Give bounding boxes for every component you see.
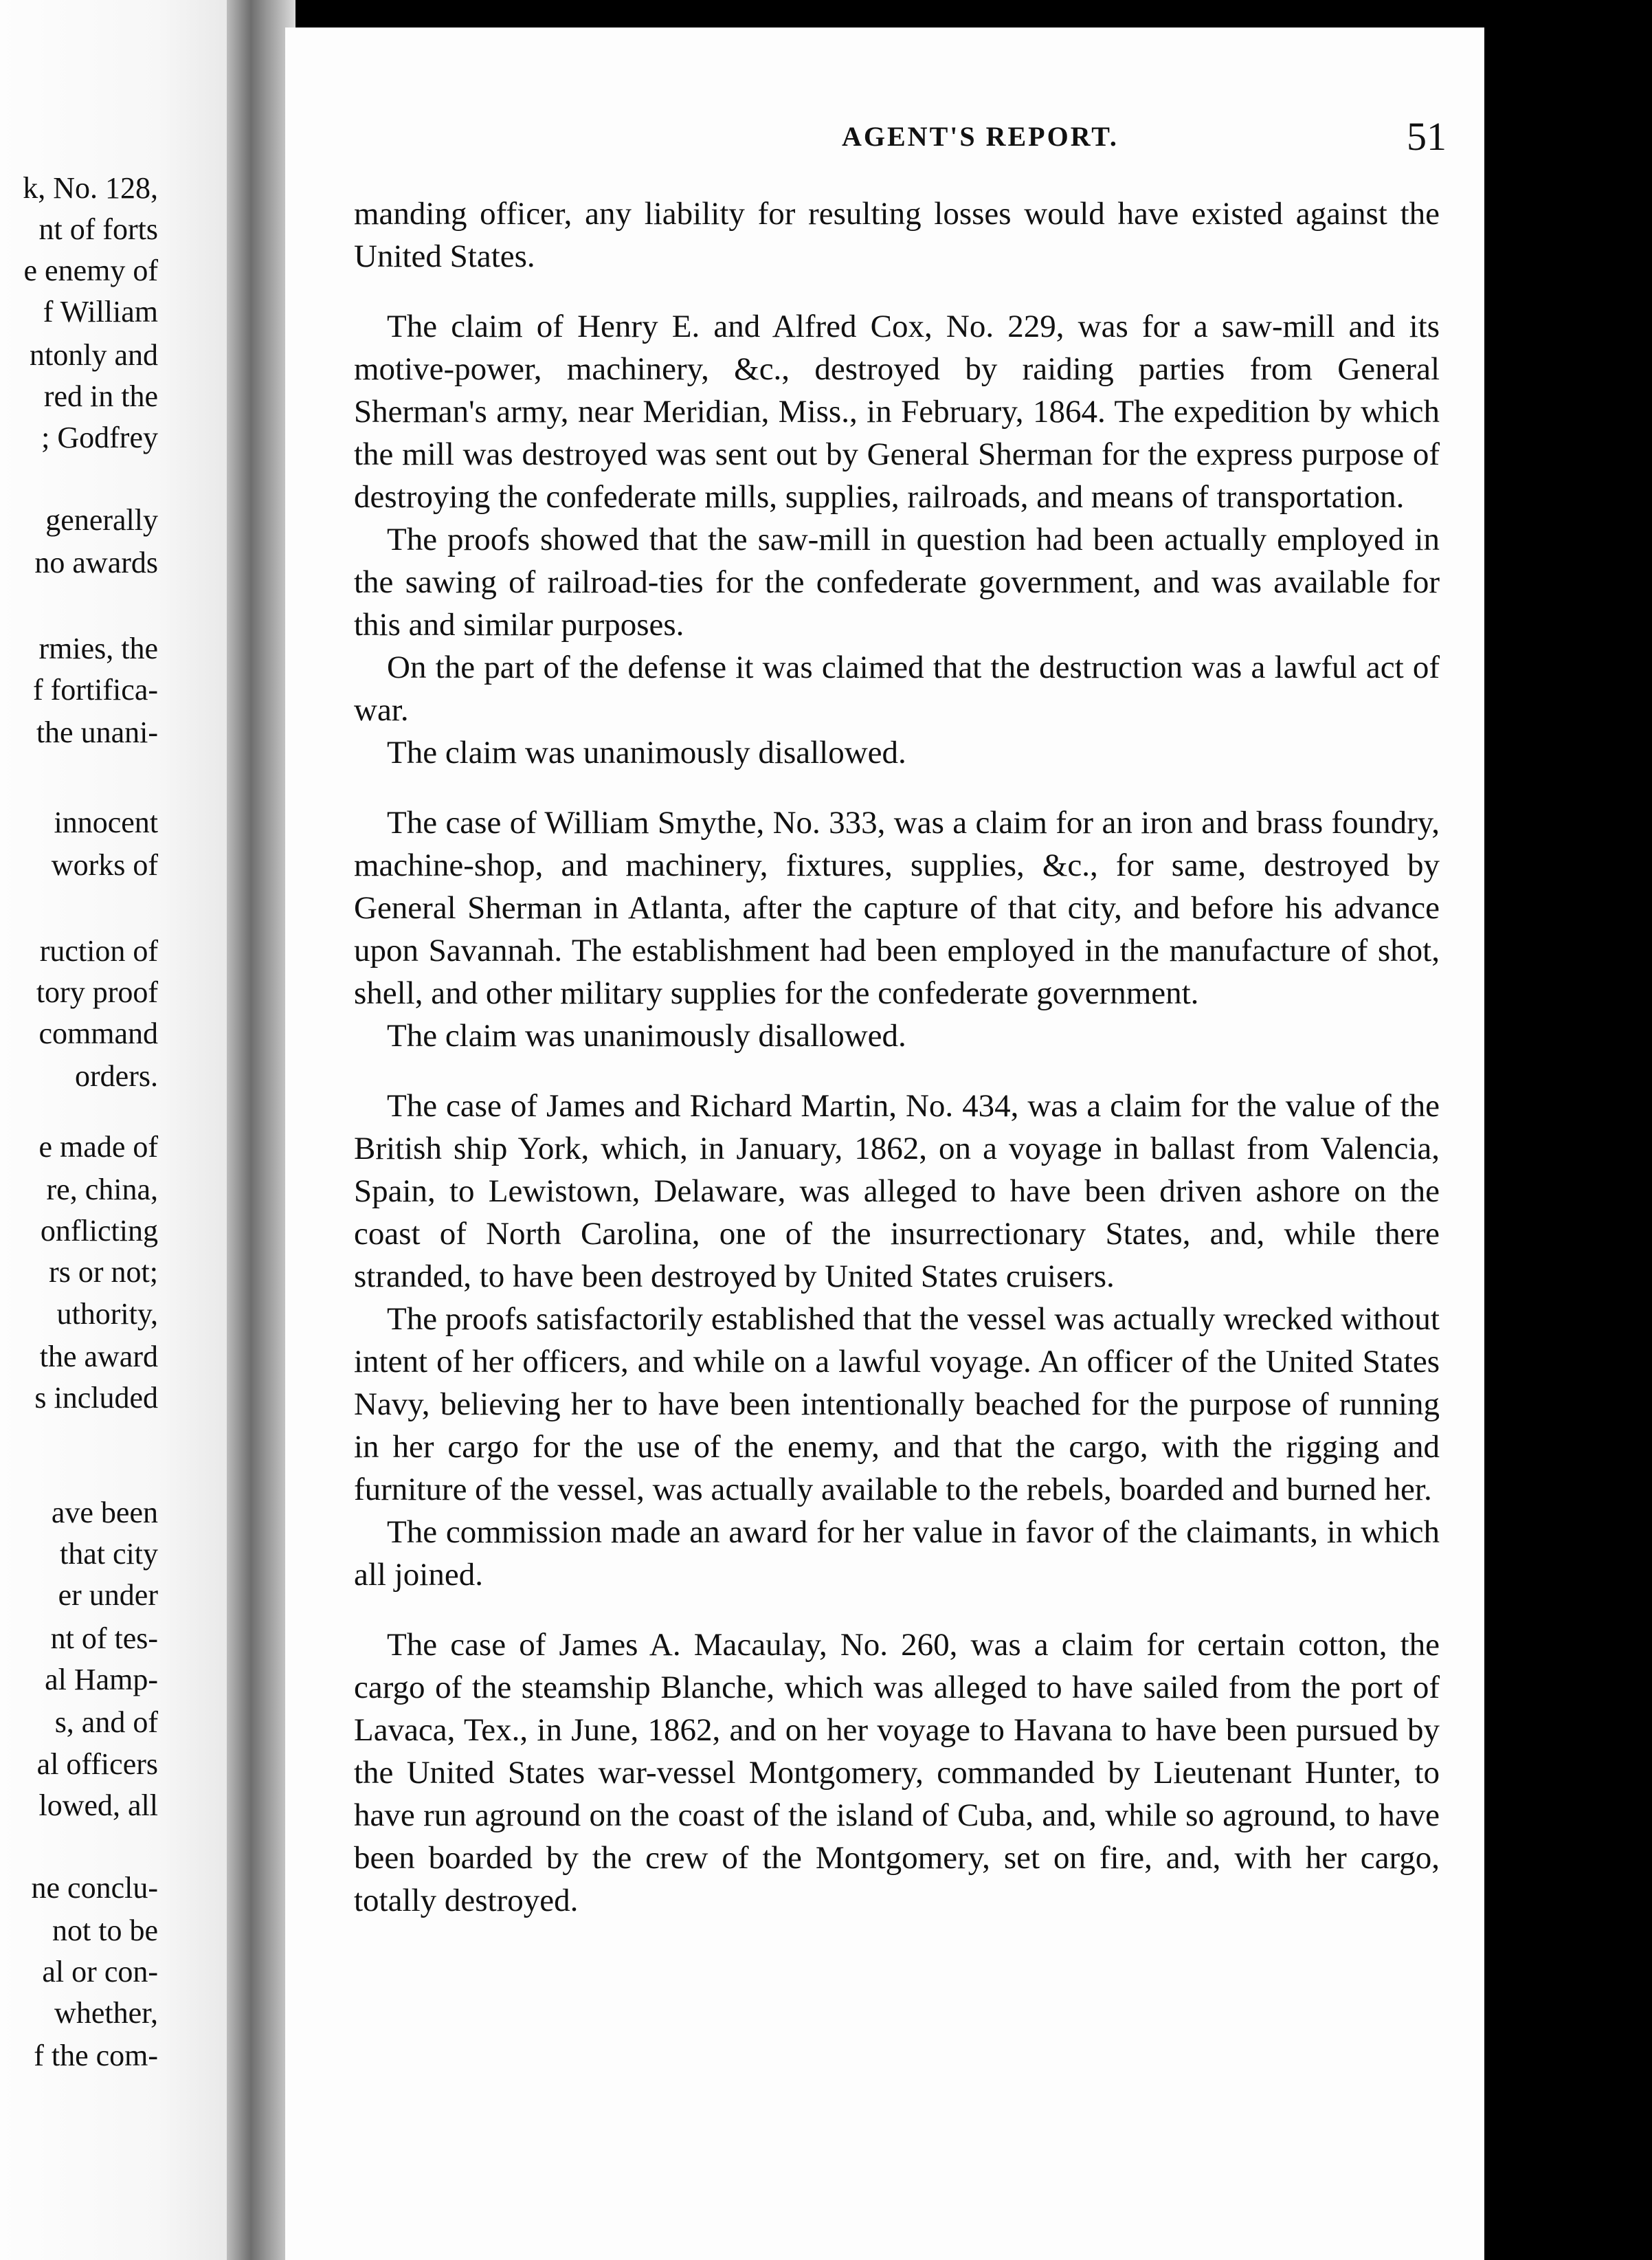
page-header <box>361 114 1474 175</box>
left-page-line: al officers <box>36 1747 158 1781</box>
left-page-line: s included <box>34 1381 158 1415</box>
left-page-line: no awards <box>34 546 158 579</box>
left-page-line: rmies, the <box>38 632 158 665</box>
left-page-line: nt of forts <box>38 212 158 246</box>
body-paragraph: The commission made an award for her value in favor of the claimants, in which all joined. <box>354 1514 1440 1593</box>
left-page-line: whether, <box>54 1996 158 2030</box>
body-paragraph: On the part of the defense it was claimed that the destruction was a lawful act of war. <box>354 650 1440 728</box>
body-paragraph: The case of James and Richard Martin, No. 434, was a claim for the value of the British ship York, which, in January, 1862, on a voyage in ballast from Valencia, Spain, to Lewistown, Delaware, was alleged to have been driven ashore on the coast of North Carolina, one of the insurrectionary States, and, while there stranded, to have been destroyed by United States cruisers. <box>354 1088 1440 1294</box>
left-page-line: lowed, all <box>38 1788 158 1822</box>
left-page-line: k, No. 128, <box>23 171 158 205</box>
body-paragraph: The claim was unanimously disallowed. <box>387 1018 906 1054</box>
left-facing-page <box>0 0 227 2260</box>
body-paragraph: manding officer, any liability for resulting losses would have existed against the United States. <box>354 196 1440 274</box>
left-page-line: rs or not; <box>49 1255 158 1289</box>
left-page-line: orders. <box>75 1059 158 1093</box>
left-page-line: ntonly and <box>30 338 158 372</box>
left-page-line: the unani- <box>36 716 158 749</box>
left-page-line: onflicting <box>40 1214 158 1248</box>
left-page-line: e made of <box>38 1130 158 1164</box>
left-page-line: innocent <box>54 806 158 839</box>
body-text <box>354 192 1440 1922</box>
left-page-line: ; Godfrey <box>41 421 158 454</box>
left-page-line: er under <box>58 1578 158 1612</box>
left-page-line: e enemy of <box>23 254 158 287</box>
scan-background <box>1484 27 1652 2260</box>
left-page-line: works of <box>51 848 158 882</box>
body-paragraph: The case of William Smythe, No. 333, was a claim for an iron and brass foundry, machine-shop, and machinery, fixtures, supplies, &c., for same, destroyed by General Sherman in Atlanta, after the capture of that city, and before his advance upon Savannah. The establishment had been employed in the manufacture of shot, shell, and other military supplies for the confederate government. <box>354 805 1440 1011</box>
left-page-line: al Hamp- <box>45 1663 158 1696</box>
left-page-line: f William <box>43 295 158 329</box>
running-head: AGENT'S REPORT. <box>842 121 1119 152</box>
left-page-line: ne conclu- <box>31 1871 158 1905</box>
left-page-line: not to be <box>52 1914 158 1947</box>
body-paragraph: The claim was unanimously disallowed. <box>387 735 906 771</box>
body-paragraph: The case of James A. Macaulay, No. 260, was a claim for certain cotton, the cargo of the steamship Blanche, which was alleged to have sailed from the port of Lavaca, Tex., in June, 1862, and on her voyage to Havana to have been pursued by the United States war-vessel Montgomery, commanded by Lieutenant Hunter, to have run aground on the coast of the island of Cuba, and, while so aground, to have been boarded by the crew of the Montgomery, set on fire, and, with her cargo, totally destroyed. <box>354 1627 1440 1918</box>
left-page-line: f fortifica- <box>33 673 158 707</box>
body-paragraph: The proofs showed that the saw-mill in question had been actually employed in the sawing of railroad-ties for the confederate government, and was available for this and similar purposes. <box>354 522 1440 643</box>
left-page-line: uthority, <box>56 1297 158 1331</box>
body-paragraph: The claim of Henry E. and Alfred Cox, No. 229, was for a saw-mill and its motive-power, machinery, &c., destroyed by raiding parties from General Sherman's army, near Meridian, Miss., in February, 1864. The expedition by which the mill was destroyed was sent out by General Sherman for the express purpose of destroying the confederate mills, supplies, railroads, and means of transportation. <box>354 309 1440 515</box>
left-page-line: red in the <box>43 379 158 413</box>
page-number: 51 <box>1407 114 1447 159</box>
left-page-line: f the com- <box>34 2039 158 2072</box>
left-page-line: the award <box>39 1340 158 1373</box>
left-page-line: al or con- <box>42 1955 158 1988</box>
left-page-line: ruction of <box>39 934 158 968</box>
left-page-line: generally <box>45 503 158 537</box>
right-page <box>285 27 1484 2260</box>
left-page-line: nt of tes- <box>50 1621 158 1655</box>
left-page-line: s, and of <box>54 1705 158 1739</box>
left-page-line: tory proof <box>36 975 158 1009</box>
body-paragraph: The proofs satisfactorily established that the vessel was actually wrecked without intent of her officers, and while on a lawful voyage. An officer of the United States Navy, believing her to have been intentionally beached for the purpose of running in her cargo for the use of the enemy, and that the cargo, with the rigging and furniture of the vessel, was actually available to the rebels, boarded and burned her. <box>354 1301 1440 1507</box>
left-page-line: ave been <box>51 1496 158 1529</box>
left-page-line: re, china, <box>46 1173 158 1206</box>
left-page-line: command <box>38 1017 158 1050</box>
left-page-line: that city <box>60 1537 158 1571</box>
